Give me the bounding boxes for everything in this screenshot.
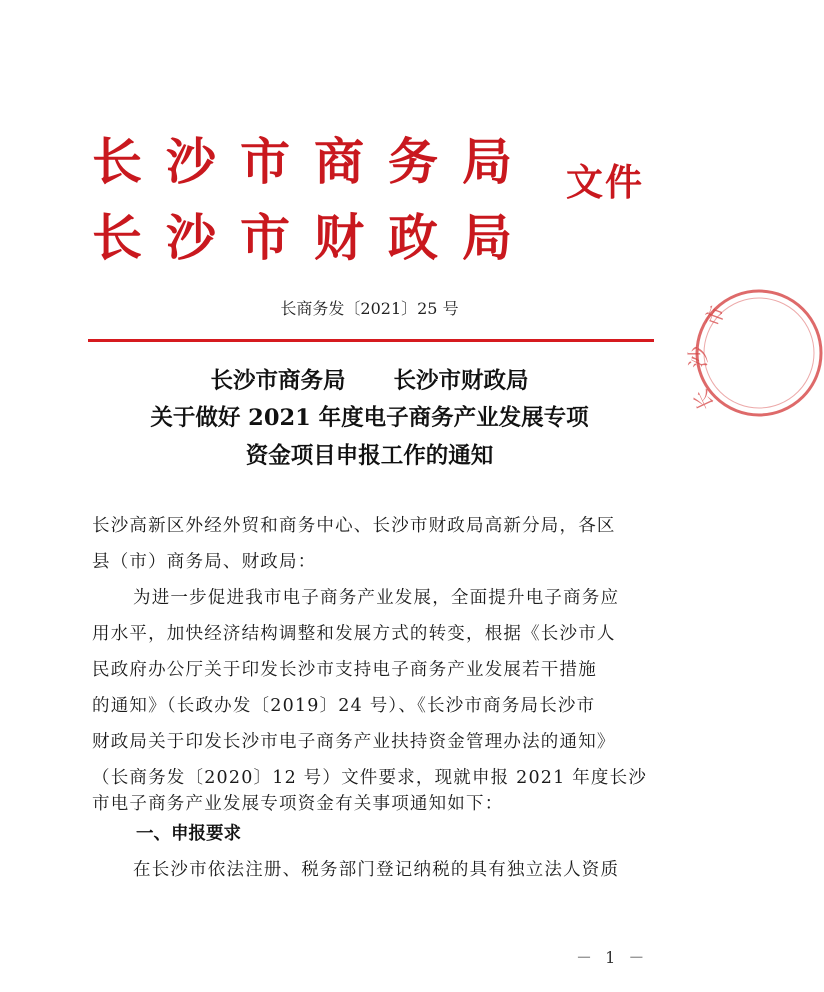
section-1-line-1: 在长沙市依法注册、税务部门登记纳税的具有独立法人资质 — [133, 860, 620, 880]
paragraph-line-3: 民政府办公厅关于印发长沙市支持电子商务产业发展若干措施 — [92, 660, 597, 680]
issuer-line-finance: 长沙市财政局 — [92, 208, 536, 267]
title-line-1 — [0, 363, 739, 395]
svg-text:长: 长 — [688, 385, 719, 415]
page-number: － 1 － — [576, 948, 649, 967]
paragraph-line-6: （长商务发〔2020〕12 号）文件要求，现就申报 2021 年度长沙 — [92, 768, 648, 788]
title-issuer-commerce: 长沙市商务局 — [210, 368, 346, 394]
section-heading-1: 一、申报要求 — [136, 824, 241, 844]
paragraph-line-1: 为进一步促进我市电子商务产业发展，全面提升电子商务应 — [133, 588, 620, 608]
issuer-line-commerce: 长沙市商务局 — [92, 132, 536, 191]
svg-text:沙: 沙 — [687, 345, 712, 368]
document-header — [0, 0, 739, 300]
red-divider-line — [88, 339, 654, 342]
paragraph-line-4: 的通知》（长政办发〔2019〕24 号）、《长沙市商务局长沙市 — [92, 696, 596, 716]
title-issuer-finance: 长沙市财政局 — [393, 368, 529, 394]
title-line-2: 关于做好 2021 年度电子商务产业发展专项 — [150, 405, 589, 431]
paragraph-line-7: 市电子商务产业发展专项资金有关事项通知如下： — [92, 794, 504, 814]
paragraph-line-2: 用水平，加快经济结构调整和发展方式的转变，根据《长沙市人 — [92, 624, 616, 644]
document-suffix: 文件 — [566, 160, 644, 204]
paragraph-line-5: 财政局关于印发长沙市电子商务产业扶持资金管理办法的通知》 — [92, 732, 616, 752]
document-number: 长商务发〔2021〕25 号 — [280, 299, 459, 318]
svg-text:市: 市 — [700, 302, 730, 330]
addressee-line-2: 县（市）商务局、财政局： — [92, 552, 317, 572]
addressee-line-1: 长沙高新区外经外贸和商务中心、长沙市财政局高新分局，各区 — [92, 516, 616, 536]
title-line-3: 资金项目申报工作的通知 — [245, 443, 494, 469]
